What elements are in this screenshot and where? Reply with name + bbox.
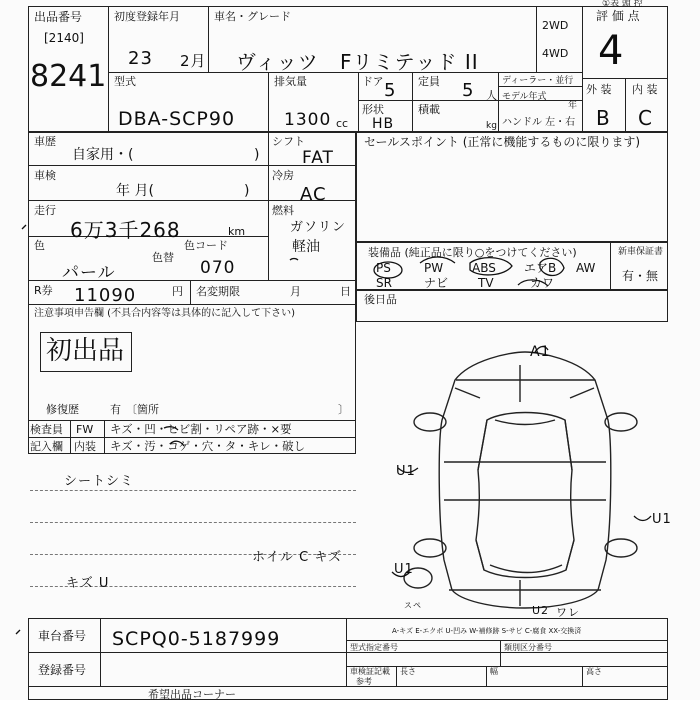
ac-value: AC	[300, 184, 327, 205]
displacement-label: 排気量	[274, 75, 307, 88]
height-label: 高さ	[586, 667, 602, 676]
reg-cert-label: 車検証記載	[350, 667, 390, 676]
defect-row2: キズ・汚・コゲ・穴・タ・キレ・破し	[110, 439, 306, 453]
equip-navi: ナビ	[424, 276, 449, 290]
drive-4wd: 4WD	[542, 47, 569, 60]
category-label: 類別区分番号	[504, 643, 552, 652]
equip-abs: ABS	[472, 261, 496, 275]
r-value: 11090	[74, 285, 137, 306]
mark-spare: スペ	[404, 601, 422, 610]
shape-label: 形状	[362, 103, 384, 116]
dealer-label: ディーラー・並行	[502, 76, 574, 86]
model-label: 型式	[114, 75, 136, 88]
ac-label: 冷房	[272, 169, 294, 182]
color-label: 色	[34, 239, 45, 252]
equip-ps: PS	[376, 261, 391, 275]
fuel-option: 軽油	[292, 239, 320, 255]
capacity-value: 5	[462, 80, 475, 101]
mileage-value: 6万3千268	[70, 218, 181, 242]
reg-label: 初度登録年月	[114, 10, 180, 23]
model-value: DBA-SCP90	[118, 108, 236, 130]
equip-tv: TV	[478, 276, 494, 290]
warranty-value: 有・無	[622, 269, 659, 283]
reg-year: 23	[128, 48, 153, 69]
format-label: 型式指定番号	[350, 643, 398, 652]
year-unit: 年	[568, 101, 578, 111]
kg-unit: kg	[486, 121, 497, 131]
capacity-unit: 人	[486, 89, 497, 102]
interior-label: 内 装	[632, 83, 658, 96]
inspection-value: 年 月(	[116, 183, 154, 199]
corner-label: 希望出品コーナー	[148, 688, 236, 701]
repair-location: 〔箇所	[126, 403, 159, 416]
inspector-label: 検査員	[30, 423, 63, 436]
deadline-month: 月	[290, 285, 301, 298]
score-value: 4	[598, 28, 625, 74]
exterior-grade: B	[596, 106, 611, 130]
mark-a1-label: A1	[530, 344, 551, 360]
colorcode-label: 色コード	[184, 239, 228, 252]
equip-leather: カワ	[530, 276, 555, 290]
mark-u1-lower: U1	[394, 562, 414, 577]
handle-label: ハンドル 左・右	[502, 117, 576, 128]
note-seat-stain: シートシミ	[64, 474, 135, 489]
inspection-label: 車検	[34, 169, 56, 182]
repair-label: 修復歴	[46, 403, 79, 416]
history-label: 車歴	[34, 135, 56, 148]
equip-airbag: エアB	[524, 261, 557, 275]
interior-short: 内装	[74, 440, 96, 453]
entry-label: 記入欄	[30, 440, 63, 453]
note-wheel-scratch: ホイル C キズ	[252, 550, 343, 565]
color-change-label: 色替	[152, 251, 174, 264]
car-name: ヴィッツ	[236, 50, 319, 74]
grade: Fリミテッド II	[340, 50, 479, 74]
score-label: 評 価 点	[596, 9, 640, 23]
equip-header: 装備品 (純正品に限り○をつけてください)	[368, 246, 577, 259]
mileage-label: 走行	[34, 204, 56, 217]
r-label: R券	[34, 284, 53, 297]
history-close: )	[254, 147, 260, 163]
repair-close: 〕	[338, 403, 349, 416]
history-value: 自家用・(	[72, 147, 134, 163]
capacity-label: 定員	[418, 75, 440, 88]
deadline-day: 日	[340, 285, 351, 298]
deadline-label: 名変期限	[196, 285, 240, 298]
repair-value: 有	[110, 403, 121, 416]
ref-label: 参考	[356, 677, 372, 686]
yen-unit: 円	[172, 285, 183, 298]
interior-grade: C	[638, 106, 653, 130]
chassis-value: SCPQ0-5187999	[112, 628, 281, 650]
notes-header: 注意事項申告欄 (不具合内容等は具体的に記入して下さい)	[34, 308, 295, 319]
fw-label: FW	[76, 423, 94, 436]
mark-crack: ワレ	[556, 606, 580, 619]
legend: A-キズ E-エクボ U-凹み W-補修跡 S-サビ C-腐食 XX-交換済	[392, 627, 582, 635]
reg-number-label: 登録番号	[38, 663, 87, 677]
reg-month: 2月	[180, 52, 207, 70]
fuel-label: 燃料	[272, 204, 294, 217]
lot-label: 出品番号	[34, 10, 83, 24]
doors-label: ドア	[362, 75, 384, 88]
shape-value: HB	[372, 116, 395, 132]
model-year-label: モデル年式	[502, 92, 547, 102]
color-value: パール	[62, 263, 116, 283]
exterior-label: 外 装	[586, 83, 612, 96]
mark-u2: U2	[532, 604, 550, 617]
defect-row1: キズ・凹・ヒビ割・リペア跡・×要	[110, 422, 292, 436]
shift-label: シフト	[272, 135, 305, 148]
top-right-text: ①表 頭 控	[602, 0, 643, 9]
equip-aw: AW	[576, 261, 596, 275]
warranty-header: 新車保証書	[618, 247, 664, 257]
lot-number: 8241	[30, 59, 107, 94]
displacement-value: 1300	[284, 110, 332, 130]
doors-value: 5	[384, 80, 397, 101]
load-label: 積載	[418, 103, 440, 116]
equip-pw: PW	[424, 261, 444, 275]
km-unit: km	[228, 225, 246, 238]
equip-sr: SR	[376, 276, 392, 290]
car-name-label: 車名・グレード	[214, 10, 291, 23]
mark-u1-left: U1	[396, 464, 416, 479]
sales-header: セールスポイント (正常に機能するものに限ります)	[364, 135, 641, 149]
shift-value: FAT	[302, 148, 334, 168]
lot-code: [2140]	[44, 31, 84, 45]
fuel-value: ガソリン	[290, 220, 347, 235]
drive-2wd: 2WD	[542, 19, 569, 32]
later-date-label: 後日品	[364, 293, 397, 306]
inspection-close: )	[244, 183, 250, 199]
chassis-label: 車台番号	[38, 629, 87, 643]
colorcode-value: 070	[200, 258, 236, 278]
cc-unit: cc	[336, 117, 349, 130]
length-label: 長さ	[400, 667, 416, 676]
note-scratch-u: キズ U	[66, 576, 110, 591]
first-listing-text: 初出品	[46, 336, 125, 366]
width-label: 幅	[490, 667, 498, 676]
mark-u1-right: U1	[652, 512, 672, 527]
